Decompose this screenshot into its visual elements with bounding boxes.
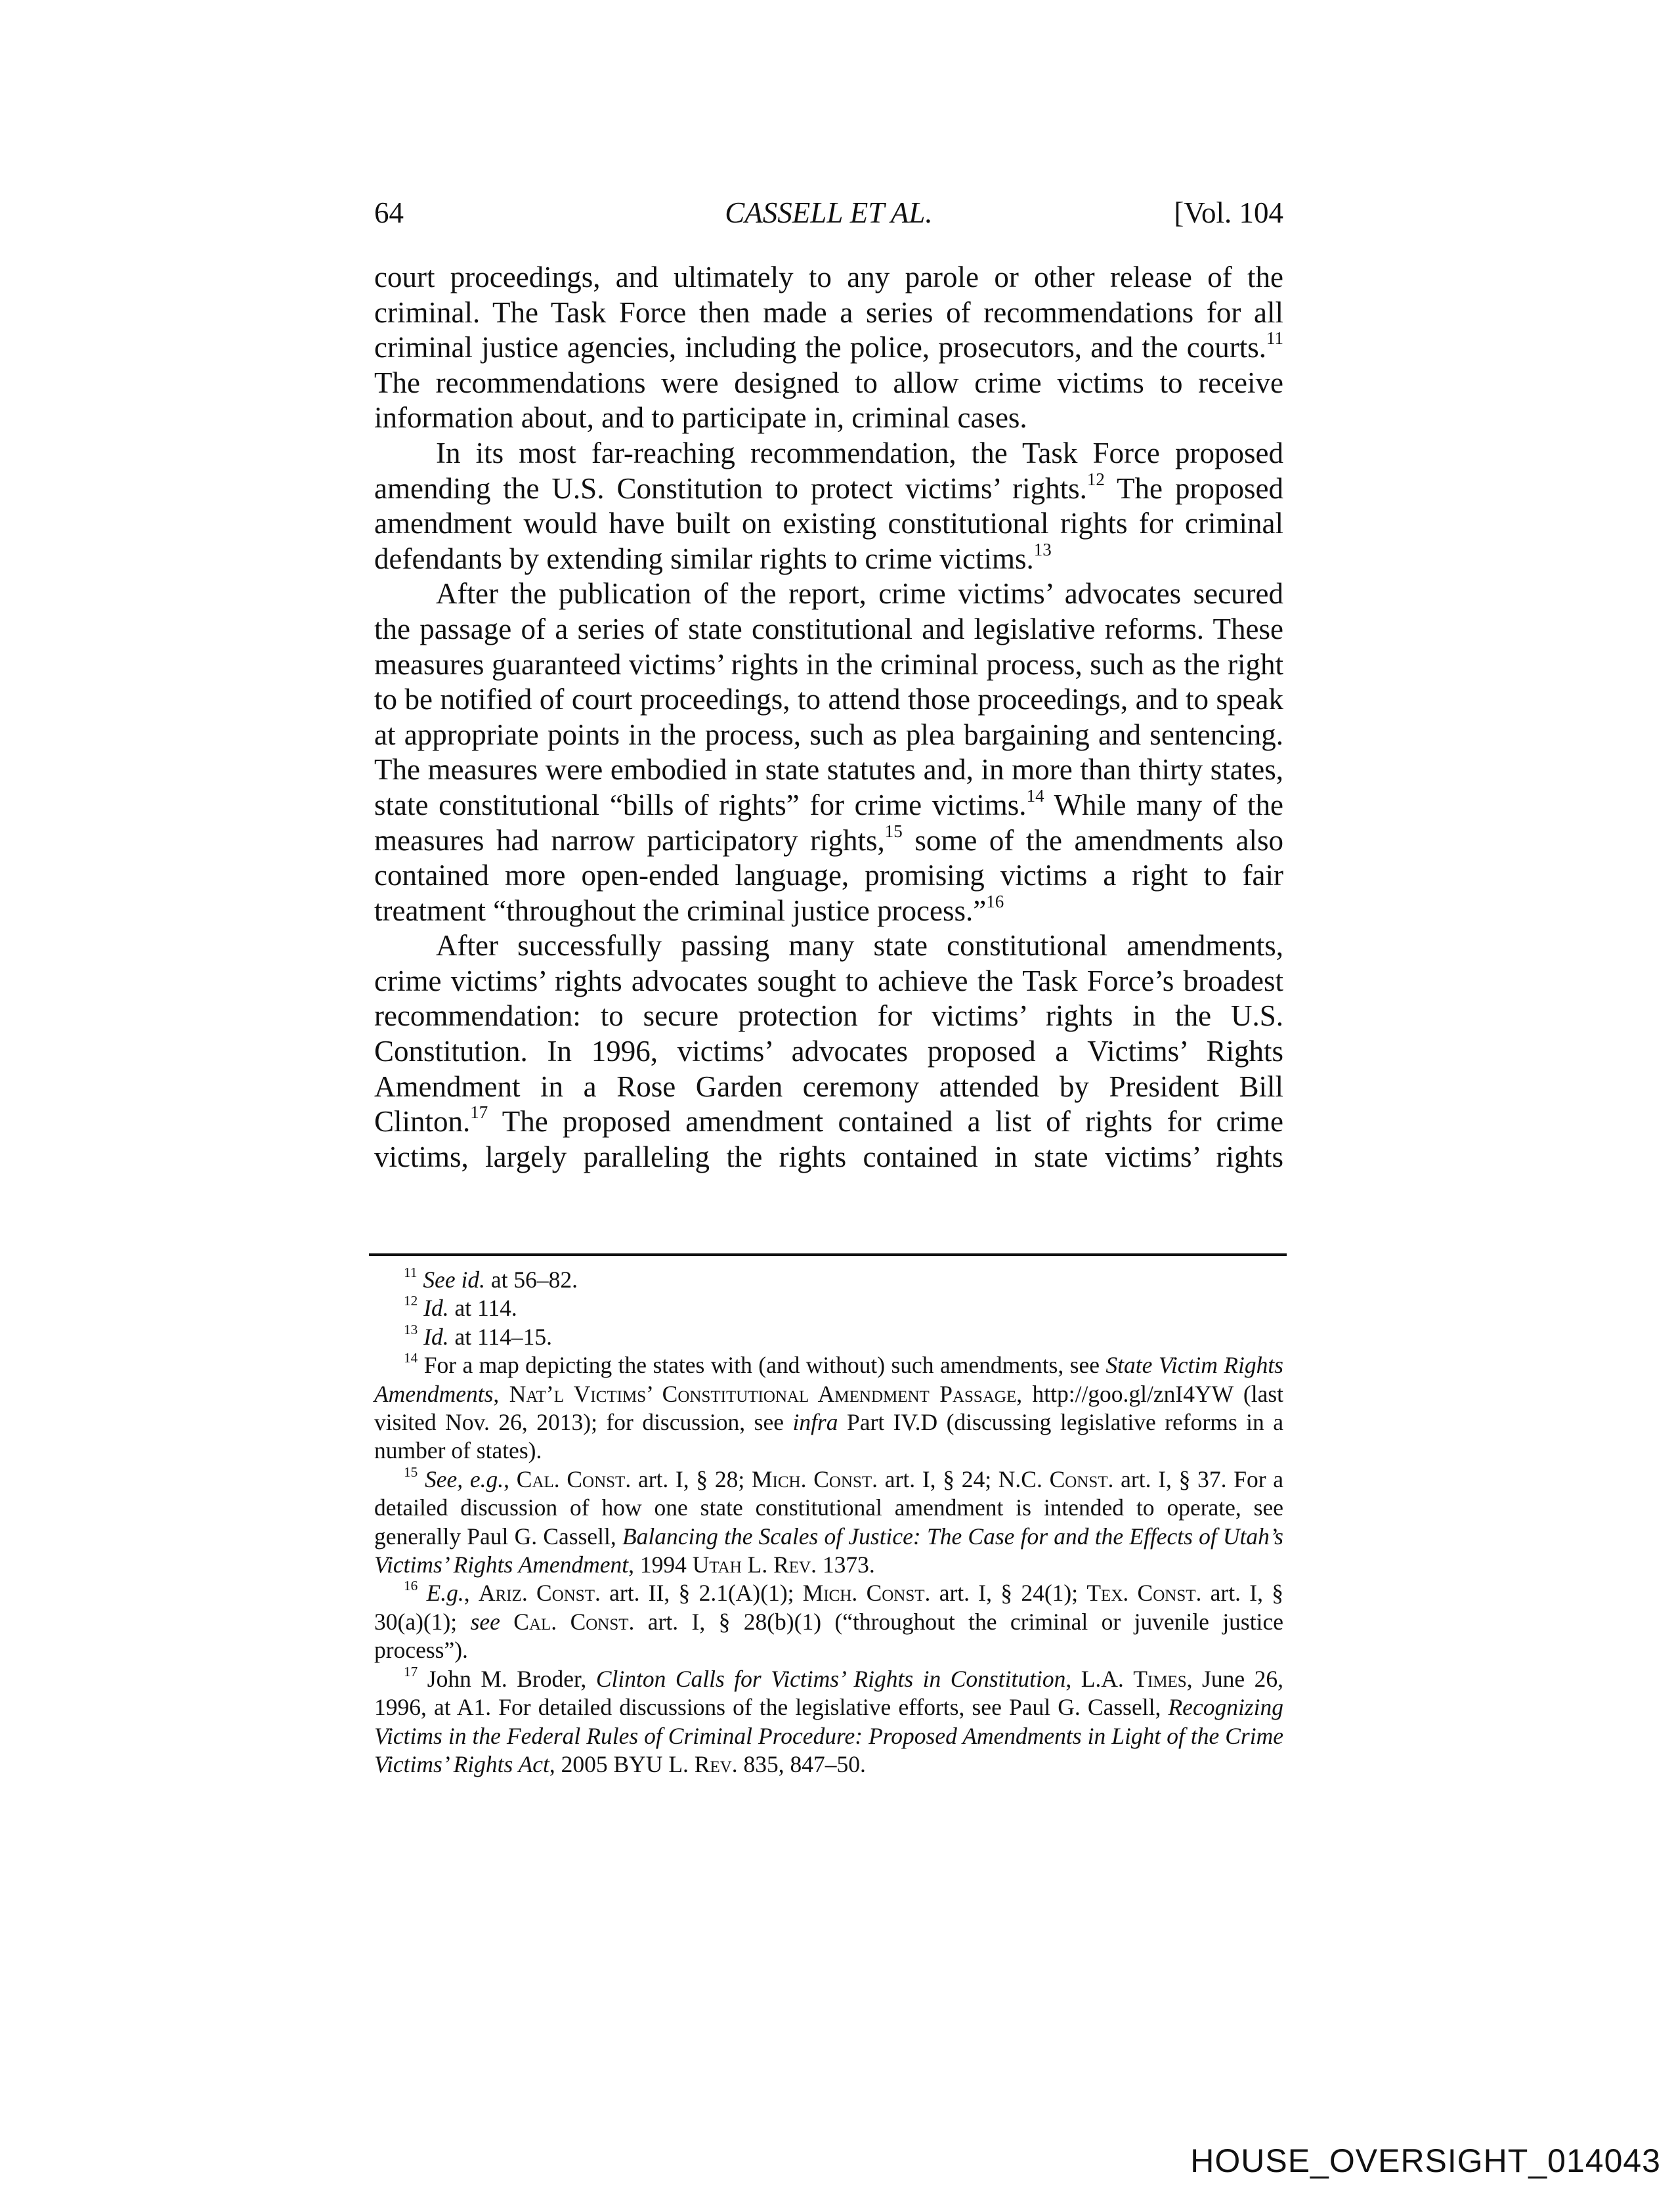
text-run: The recommendations were designed to allow crime victims to receive information about, and to participate in, criminal cases. [374, 366, 1283, 435]
text-run: After the publication of the report, crime victims’ advocates secured the passage of a series of state constitutional and legislative reforms. These measures guaranteed victims’ rights in the criminal process, such as the right to be notified of court proceedings, to attend those proceedings, and to speak at appropriate points in the process, such as plea bargaining and sentencing. The measures were embodied in state statutes and, in more than thirty states, state constitutional “bills of rights” for crime victims. [374, 577, 1283, 821]
text-run: , June 26, 1996, at A1. For detailed discussions of the legislative efforts, see Paul G. Cassell, [374, 1665, 1283, 1721]
text-run: some of the amendments also contained more open-ended language, promising victims a right to fair treatment “throughout the criminal justice process.” [374, 823, 1283, 927]
text-run: Clinton Calls for Victims’ Rights in Constitution [595, 1665, 1066, 1692]
text-run: Tex. Const. [1086, 1580, 1202, 1607]
page-number: 64 [374, 196, 404, 229]
text-run: Const. [1049, 1465, 1114, 1492]
text-run: art. I, § 24; N.C. [878, 1465, 1050, 1492]
text-run: , [493, 1380, 509, 1407]
text-run: art. I, § 37. For a detailed discussion of how one state constitutional amendment is intended to operate, see generally Paul G. Cassell, [374, 1465, 1283, 1550]
text-run: While many of the measures had narrow participatory rights, [374, 788, 1284, 857]
text-run [418, 1295, 423, 1321]
text-run: , [463, 1580, 479, 1607]
text-run: , [504, 1465, 517, 1492]
body-text [374, 260, 1283, 1175]
text-run: Cal. Const. [516, 1465, 632, 1492]
text-run: 835, 847–50. [737, 1750, 866, 1777]
text-run: Utah L. Rev. [692, 1551, 817, 1578]
text-run: For a map depicting the states with (and without) such amendments, see [418, 1352, 1106, 1379]
footnote-reference: 11 [1266, 328, 1283, 348]
text-run: The proposed amendment would have built on existing constitutional rights for criminal defendants by extending similar rights to crime victims. [374, 471, 1283, 575]
text-run: art. I, § 28(b)(1) (“throughout the criminal or juvenile justice process”). [374, 1608, 1283, 1664]
footnote-divider [369, 1253, 1287, 1256]
text-run [418, 1580, 426, 1606]
running-header [374, 196, 1283, 232]
text-run: infra [792, 1409, 838, 1436]
text-run: See, e.g. [425, 1465, 504, 1492]
footnote-reference: 12 [404, 1293, 418, 1309]
paragraph [374, 576, 1283, 928]
footnote-reference: 12 [1086, 469, 1105, 489]
paragraph [374, 260, 1283, 436]
paragraph [374, 436, 1283, 576]
footnote [374, 1351, 1283, 1465]
text-run: Recognizing Victims in the Federal Rules of Criminal Procedure: Proposed Amendments in Light of the Crime Victims’ Rights Act [374, 1694, 1283, 1777]
footnote [374, 1579, 1283, 1664]
text-run: E.g. [426, 1580, 464, 1607]
text-run: see [470, 1608, 500, 1635]
text-run: court proceedings, and ultimately to any parole or other release of the criminal. The Task Force then made a series of recommendations for all criminal justice agencies, including the police, prosecutors, and the courts. [374, 261, 1283, 364]
text-run: Times [1133, 1665, 1187, 1692]
text-run: at 114. [448, 1295, 517, 1322]
text-run: After successfully passing many state constitutional amendments, crime victims’ rights advocates sought to achieve the Task Force’s broadest recommendation: to secure protection for victims’ rights in the U.S. Constitution. In 1996, victims’ advocates proposed a Victims’ Rights Amendment in a Rose Garden ceremony attended by President Bill Clinton. [374, 929, 1283, 1139]
footnote-reference: 17 [404, 1663, 418, 1680]
volume-label: [Vol. 104 [1174, 196, 1283, 229]
footnote-reference: 15 [404, 1464, 418, 1480]
text-run: , 1994 [628, 1551, 693, 1578]
footnote-reference: 11 [404, 1265, 418, 1281]
text-run: State Victim Rights Amendments [374, 1352, 1283, 1407]
text-run: Mich. Const. [802, 1580, 931, 1607]
text-run: at 56–82. [485, 1267, 578, 1293]
text-run: 1373. [816, 1551, 875, 1578]
bates-stamp: HOUSE_OVERSIGHT_014043 [1190, 2142, 1661, 2179]
text-run: Cal. Const. [513, 1608, 635, 1635]
text-run: art. I, § 24(1); [930, 1580, 1087, 1607]
text-run: Balancing the Scales of Justice: The Case for and the Effects of Utah’s Victims’ Rights Amendment [374, 1523, 1283, 1578]
paragraph [374, 928, 1283, 1175]
footnote [374, 1465, 1283, 1580]
text-run: John M. Broder, [418, 1665, 596, 1692]
footnote-reference: 16 [986, 891, 1004, 911]
text-run: art. I, § 28; [631, 1465, 752, 1492]
text-run [500, 1609, 513, 1635]
text-run: Rev. [694, 1750, 738, 1777]
text-run: In its most far-reaching recommendation, the Task Force proposed amending the U.S. Constitution to protect victims’ rights. [374, 436, 1283, 505]
text-run: Part IV.D (discussing legislative reforms in a number of states). [374, 1409, 1283, 1464]
text-run [418, 1466, 425, 1492]
text-run: Id. [423, 1323, 449, 1350]
footnote-reference: 15 [884, 821, 903, 841]
footnote [374, 1665, 1283, 1779]
footnote-reference: 16 [404, 1578, 418, 1594]
text-run: , L.A. [1065, 1665, 1134, 1692]
text-run: Nat’l Victims’ Constitutional Amendment Passage [509, 1380, 1017, 1407]
text-run: Id. [423, 1295, 449, 1322]
text-run: Ariz. Const. [478, 1580, 601, 1607]
running-title: CASSELL ET AL. [725, 196, 933, 229]
footnote-reference: 14 [1026, 785, 1044, 806]
footnotes [374, 1266, 1283, 1779]
text-run: , http://goo.gl/znI4YW (last visited Nov. 26, 2013); for discussion, see [374, 1380, 1284, 1436]
text-run: Mich. Const. [751, 1465, 878, 1492]
text-run: art. II, § 2.1(A)(1); [600, 1580, 803, 1607]
text-run: art. I, § 30(a)(1); [374, 1580, 1284, 1635]
text-run: See id. [423, 1267, 486, 1293]
footnote [374, 1323, 1283, 1351]
footnote [374, 1294, 1283, 1322]
footnote-reference: 14 [404, 1350, 418, 1366]
text-run: at 114–15. [448, 1323, 553, 1350]
footnote-reference: 17 [470, 1102, 488, 1122]
footnote-reference: 13 [1033, 539, 1052, 559]
text-run [418, 1324, 423, 1350]
footnote [374, 1266, 1283, 1294]
text-run: , 2005 BYU L. [549, 1750, 695, 1777]
footnote-reference: 13 [404, 1321, 418, 1337]
text-run: The proposed amendment contained a list of rights for crime victims, largely paralleling the rights contained in state victims’ rights [374, 1105, 1283, 1173]
